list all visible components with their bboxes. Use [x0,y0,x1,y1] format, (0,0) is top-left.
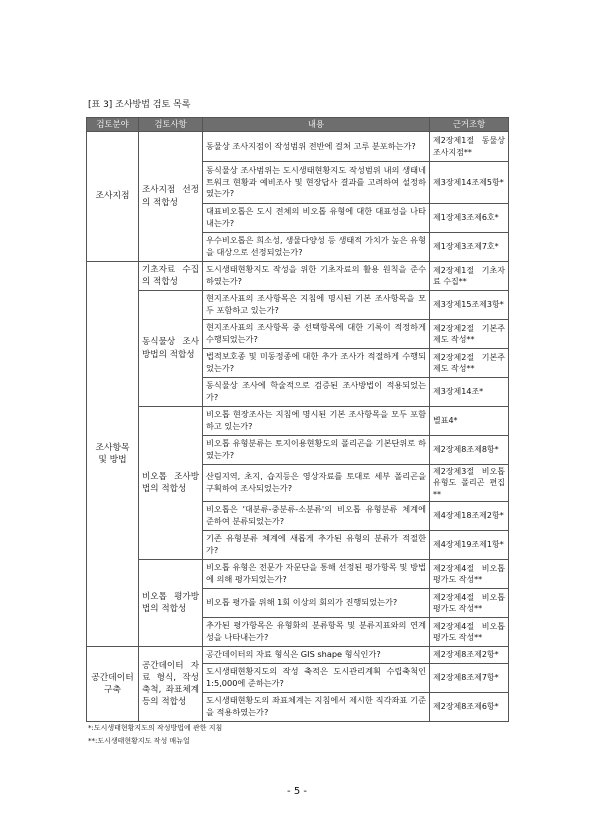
content-cell: 비오톱은 '대분류-중분류-소분류'의 비오톱 유형분류 체계에 준하여 분류되었는가? [203,502,430,531]
header-basis: 근거조항 [430,118,509,132]
content-cell: 비오톱 현장조사는 지침에 명시된 기본 조사항목을 모두 포함하고 있는가? [203,407,430,436]
item-cell: 비오톱 평가방법의 적합성 [139,560,203,647]
footnote: *:도시생태현황지도의 작성방법에 관한 지침 [88,724,223,732]
basis-cell: 제2장제3절 비오톱유형도 폴리곤 편집** [430,465,509,502]
basis-cell: 제1장제3조제7호* [430,233,509,262]
content-cell: 도시생태현황지도 작성을 위한 기초자료의 활용 원칙을 준수하였는가? [203,262,430,291]
basis-cell: 제4장제18조제2항* [430,502,509,531]
table-row [87,647,509,664]
content-cell: 산림지역, 초지, 습지등은 영상자료를 토대로 세부 폴리곤을 구획하여 조사되었는가? [203,465,430,502]
content-cell: 비오톱 유형은 전문가 자문단을 통해 선정된 평가항목 및 방법에 의해 평가되었는가? [203,560,430,589]
basis-cell: 제2장제4절 비오톱평가도 작성** [430,589,509,618]
basis-cell: 제3장제14조* [430,378,509,407]
basis-cell: 제2장제1절 동물상 조사지점** [430,132,509,162]
basis-cell: 제2장제8조제2항* [430,647,509,664]
basis-cell: 제2장제2절 기본주제도 작성** [430,349,509,378]
table-header-row [87,118,509,132]
header-item: 검토사항 [139,118,203,132]
content-cell: 동식물상 조사범위는 도시생태현황지도 작성범위 내의 생태네트워크 현황과 예비조사 및 현장답사 결과를 고려하여 설정하였는가? [203,162,430,204]
table-row [87,262,509,291]
content-cell: 법적보호종 및 미동정종에 대한 추가 조사가 적절하게 수행되었는가? [203,349,430,378]
header-content: 내용 [203,118,430,132]
header-area: 검토분야 [87,118,139,132]
item-cell: 동식물상 조사방법의 적합성 [139,291,203,407]
content-cell: 현지조사표의 조사항목은 지침에 명시된 기본 조사항목을 모두 포함하고 있는가? [203,291,430,320]
footnotes [88,722,222,749]
basis-cell: 제2장제8조제7항* [430,664,509,693]
content-cell: 동물상 조사지점이 작성범위 전반에 걸쳐 고루 분포하는가? [203,132,430,162]
basis-cell: 별표4* [430,407,509,436]
content-cell: 현지조사표의 조사항목 중 선택항목에 대한 기록이 적정하게 수행되었는가? [203,320,430,349]
basis-cell: 제2장제1절 기초자료 수집** [430,262,509,291]
footnote: **:도시생태현황지도 작성 매뉴얼 [88,737,190,746]
content-cell: 동식물상 조사에 학술적으로 검증된 조사방법이 적용되었는가? [203,378,430,407]
basis-cell: 제1장제3조제6호* [430,204,509,233]
basis-cell: 제2장제8조제6항* [430,693,509,722]
area-cell: 조사항목 및 방법 [87,262,139,647]
table-caption: [표 3] 조사방법 검토 목록 [88,100,191,110]
item-cell: 기초자료 수집의 적합성 [139,262,203,291]
basis-cell: 제3장제14조제5항* [430,162,509,204]
content-cell: 기존 유형분류 체계에 새롭게 추가된 유형의 분류가 적절한가? [203,531,430,560]
content-cell: 비오톱 유형분류는 토지이용현황도의 폴리곤을 기본단위로 하였는가? [203,436,430,465]
basis-cell: 제4장제19조제1항* [430,531,509,560]
table-row [87,291,509,320]
page-number: - 5 - [287,786,307,797]
item-cell: 공간데이터 자료 형식, 작성축척, 좌표체계 등의 적합성 [139,647,203,722]
content-cell: 도시생태현황도의 좌표체계는 지침에서 제시한 직각좌표 기준을 적용하였는가? [203,693,430,722]
content-cell: 비오톱 평가를 위해 1회 이상의 회의가 진행되었는가? [203,589,430,618]
basis-cell: 제2장제4절 비오톱평가도 작성** [430,560,509,589]
table-row [87,132,509,162]
table-row [87,560,509,589]
area-cell: 공간데이터 구축 [87,647,139,722]
content-cell: 추가된 평가항목은 유형화의 분류항목 및 분류지표와의 연계성을 나타내는가? [203,618,430,647]
review-table [86,117,509,722]
basis-cell: 제2장제2절 기본주제도 작성** [430,320,509,349]
content-cell: 공간데이터의 자료 형식은 GIS shape 형식인가? [203,647,430,664]
area-cell: 조사지점 [87,132,139,262]
content-cell: 우수비오톱은 희소성, 생물다양성 등 생태적 가치가 높은 유형을 대상으로 선정되었는가? [203,233,430,262]
item-cell: 비오톱 조사방법의 적합성 [139,407,203,560]
table-row [87,407,509,436]
basis-cell: 제2장제8조제8항* [430,436,509,465]
content-cell: 대표비오톱은 도시 전체의 비오톱 유형에 대한 대표성을 나타내는가? [203,204,430,233]
basis-cell: 제3장제15조제3항* [430,291,509,320]
basis-cell: 제2장제4절 비오톱평가도 작성** [430,618,509,647]
item-cell: 조사지점 선정의 적합성 [139,132,203,262]
content-cell: 도시생태현황지도의 작성 축적은 도시관리계획 수립축척인 1:5,000에 준하는가? [203,664,430,693]
